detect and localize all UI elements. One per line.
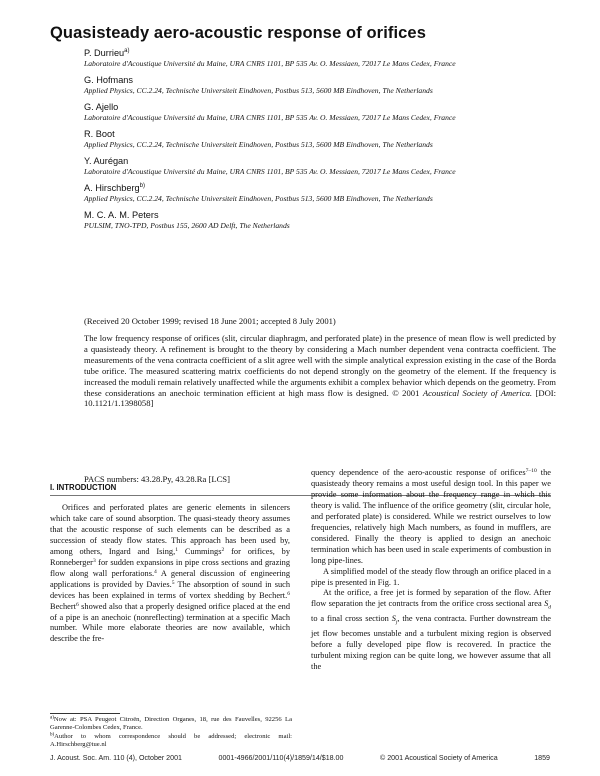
author-affiliation: Laboratoire d'Acoustique Université du Maine, URA CNRS 1101, BP 535 Av. O. Messiaen, 72017 Le Mans Cedex, France xyxy=(84,59,456,68)
abstract-journal: Acoustical Society of America. xyxy=(422,387,533,398)
author-entry xyxy=(84,210,554,231)
author-affiliation: Applied Physics, CC.2.24, Technische Universiteit Eindhoven, Postbus 513, 5600 MB Eindhoven, The Netherlands xyxy=(84,86,433,95)
footer-code: 0001-4966/2001/110(4)/1859/14/$18.00 xyxy=(218,754,344,762)
intro-paragraph: Orifices and perforated plates are generic elements in silencers which take care of sound absorption. The quasi-steady theory assumes that the acoustic response of such elements can be described as a succession of steady flow states. This approach has been used by, among others, Ingard and Ising,$^1$ Cummings$^2$ for orifices, by Ronneberger$^3$ for sudden expansions in pipe cross sections and grazing flow along wall perforations.$^4$ A general discussion of engineering applications is provided by Davies.$^5$ The absorption of sound in such devices has been explained in terms of vortex shedding by Bechert.$^6$ Bechert$^6$ showed also that a properly designed orifice placed at the end of a pipe is an anechoic (nonreflecting) termination at a specific Mach number. While more elaborate theories are now available, which describe the fre- xyxy=(50,503,291,644)
abstract-doi: [DOI: 10.1121/1.1398058] xyxy=(84,387,557,409)
author-list xyxy=(84,48,554,237)
footer-journal: J. Acoust. Soc. Am. 110 (4), October 2001 xyxy=(50,754,182,762)
author-name: M. C. A. M. Peters xyxy=(84,210,159,220)
abstract xyxy=(84,333,556,409)
left-column xyxy=(50,483,290,645)
footer-copyright: © 2001 Acoustical Society of America xyxy=(380,754,498,762)
author-name: P. Durrieu$^{a)}$ xyxy=(84,48,130,58)
author-affiliation: Applied Physics, CC.2.24, Technische Universiteit Eindhoven, Postbus 513, 5600 MB Eindhoven, The Netherlands xyxy=(84,194,433,203)
author-entry xyxy=(84,102,554,123)
author-affiliation: Laboratoire d'Acoustique Université du Maine, URA CNRS 1101, BP 535 Av. O. Messiaen, 72017 Le Mans Cedex, France xyxy=(84,113,456,122)
abstract-text: The low frequency response of orifices (slit, circular diaphragm, and perforated plate) in the presence of mean flow is well predicted by a quasisteady theory. A refinement is brought to the theory by considering a Mach number dependent vena contracta coefficient. The measurements of the vena contracta coefficient of a slit agree well with the simple analytical expression existing in the case of the Borda tube orifice. The measured scattering matrix coefficients do not depend strongly on the geometry of the element. If the frequency is increased the moduli remain relatively unaffected while the arguments exhibit a complex behavior which depends on the geometry. From these considerations an anechoic termination efficient at high mass flow is designed. xyxy=(84,333,556,398)
footnote: $^{a)}$Now at: PSA Peugeot Citroën, Direction Organes, 18, rue des Fauvelles, 92256 La Garenne-Colombes Cedex, France. xyxy=(50,715,292,732)
section-heading: I. INTRODUCTION xyxy=(50,483,117,492)
footnotes xyxy=(50,716,292,749)
author-entry xyxy=(84,129,554,150)
author-name: Y. Aurégan xyxy=(84,156,129,166)
abstract-copyright: © 2001 xyxy=(392,387,420,398)
author-name: R. Boot xyxy=(84,129,115,139)
author-entry xyxy=(84,183,554,204)
author-entry xyxy=(84,48,554,69)
footer-page-number: 1859 xyxy=(534,754,550,762)
author-affiliation: Laboratoire d'Acoustique Université du Maine, URA CNRS 1101, BP 535 Av. O. Messiaen, 72017 Le Mans Cedex, France xyxy=(84,167,456,176)
author-name: A. Hirschberg$^{b)}$ xyxy=(84,183,145,193)
footnote: $^{b)}$Author to whom correspondence should be addressed; electronic mail: A.Hirschberg@tue.nl xyxy=(50,732,292,748)
author-affiliation: Applied Physics, CC.2.24, Technische Universiteit Eindhoven, Postbus 513, 5600 MB Eindhoven, The Netherlands xyxy=(84,140,433,149)
author-name: G. Ajello xyxy=(84,102,119,112)
paper-title: Quasisteady aero-acoustic response of orifices xyxy=(50,24,426,42)
author-entry xyxy=(84,156,554,177)
author-name: G. Hofmans xyxy=(84,75,134,85)
pacs-numbers: PACS numbers: 43.28.Py, 43.28.Ra [LCS] xyxy=(84,474,230,484)
right-paragraph-3: At the orifice, a free jet is formed by separation of the flow. After flow separation the jet contracts from the orifice cross sectional area $S_d$ to a final cross section $S_j$, the vena contracta. Further downstream the jet flow becomes unstable and a turbulent mixing region is observed before a fully developed pipe flow is recovered. In practice the turbulent mixing region can be quite long, we however assume that all the xyxy=(311,588,551,671)
received-dates: (Received 20 October 1999; revised 18 June 2001; accepted 8 July 2001) xyxy=(84,316,336,326)
page-footer xyxy=(50,754,550,762)
right-paragraph-1: quency dependence of the aero-acoustic response of orifices$^{7-10}$ the quasisteady theory remains a most useful design tool. In this paper we provide some information about the frequency range in which this theory is valid. The influence of the orifice geometry (slit, circular hole, and perforated plate) is considered. While we restrict ourselves to low frequencies, relatively high Mach numbers, as found in mufflers, are considered. Finally the theory is applied to design an anechoic termination which has been used in scale experiments of combustion in long pipe-lines. xyxy=(311,468,552,565)
author-entry xyxy=(84,75,554,96)
right-column xyxy=(311,468,551,672)
author-affiliation: PULSIM, TNO-TPD, Postbus 155, 2600 AD Delft, The Netherlands xyxy=(84,221,290,230)
footnote-divider xyxy=(50,713,120,714)
right-paragraph-2: A simplified model of the steady flow through an orifice placed in a pipe is presented in Fig. 1. xyxy=(311,566,551,587)
